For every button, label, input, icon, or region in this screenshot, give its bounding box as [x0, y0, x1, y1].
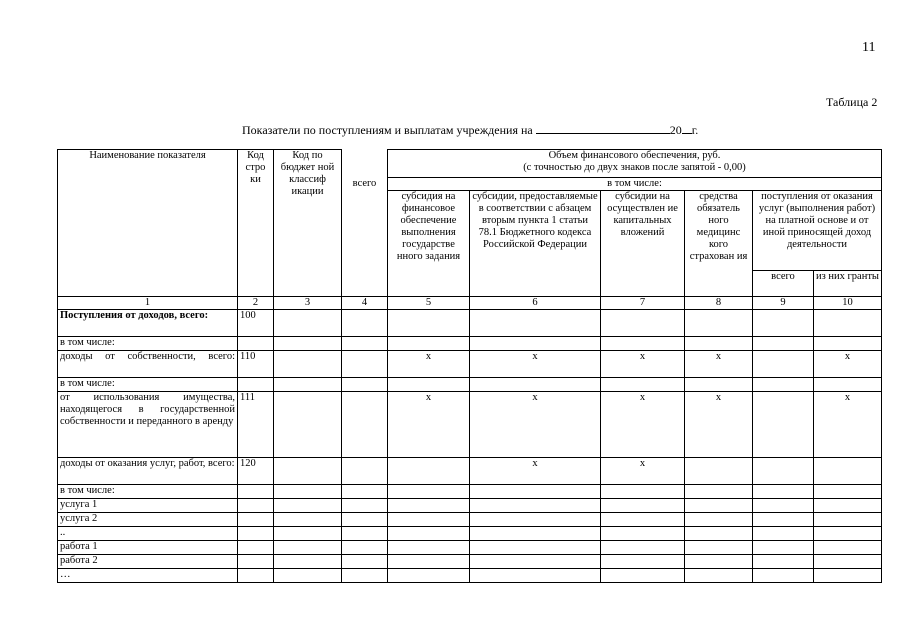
- title-text: Показатели по поступлениям и выплатам учреждения на: [242, 123, 533, 137]
- header-col6: субсидии, предоставляемые в соответствии с абзацем вторым пункта 1 статьи 78.1 Бюджетного кодекса Российской Федерации: [470, 191, 601, 297]
- row-mark: x: [814, 392, 882, 458]
- column-number: 3: [274, 297, 342, 310]
- row-name: услуга 1: [58, 499, 238, 513]
- header-col5: субсидия на финансовое обеспечение выполнения государстве нного задания: [388, 191, 470, 297]
- column-number: 4: [342, 297, 388, 310]
- row-name: Поступления от доходов, всего:: [58, 310, 238, 337]
- row-mark: x: [601, 392, 685, 458]
- row-mark: x: [601, 351, 685, 378]
- row-mark: x: [685, 351, 753, 378]
- column-number: 7: [601, 297, 685, 310]
- page-number: 11: [862, 40, 876, 55]
- row-mark: x: [685, 392, 753, 458]
- row-name: услуга 2: [58, 513, 238, 527]
- title-year: 20: [669, 123, 682, 137]
- row-mark: x: [388, 351, 470, 378]
- header-group-subtitle: (с точностью до двух знаков после запятой - 0,00): [523, 162, 746, 174]
- row-mark: x: [470, 392, 601, 458]
- row-code: 100: [238, 310, 274, 337]
- table-row: [58, 555, 882, 569]
- table-row: [58, 485, 882, 499]
- header-financing-group: [388, 150, 882, 178]
- indicators-table: [57, 149, 882, 583]
- row-code: 110: [238, 351, 274, 378]
- table-row: [58, 351, 882, 378]
- header-line-code: Код стро ки: [238, 150, 274, 297]
- row-name: в том числе:: [58, 378, 238, 392]
- header-col7: субсидии на осуществлен ие капитальных вложений: [601, 191, 685, 297]
- column-number: 2: [238, 297, 274, 310]
- header-col9: всего: [753, 271, 814, 297]
- column-number: 6: [470, 297, 601, 310]
- column-number: 1: [58, 297, 238, 310]
- header-group-title: Объем финансового обеспечения, руб.: [548, 150, 721, 161]
- header-including: в том числе:: [388, 178, 882, 191]
- row-name: в том числе:: [58, 485, 238, 499]
- column-number: 5: [388, 297, 470, 310]
- table-row: [58, 458, 882, 485]
- row-name: доходы от собственности, всего:: [58, 351, 238, 378]
- row-mark: x: [470, 458, 601, 485]
- row-mark: x: [388, 392, 470, 458]
- column-number: 9: [753, 297, 814, 310]
- row-code: 120: [238, 458, 274, 485]
- date-blank: [536, 123, 670, 134]
- row-name: работа 2: [58, 555, 238, 569]
- row-name: доходы от оказания услуг, работ, всего:: [58, 458, 238, 485]
- table-label: Таблица 2: [826, 95, 878, 109]
- table-row: [58, 513, 882, 527]
- column-number: 10: [814, 297, 882, 310]
- document-title: [242, 123, 698, 138]
- header-col8: средства обязатель ного медицинс кого страхован ия: [685, 191, 753, 297]
- row-name: ..: [58, 527, 238, 541]
- table-row: [58, 541, 882, 555]
- table-row: [58, 527, 882, 541]
- row-name: …: [58, 569, 238, 583]
- row-mark: x: [470, 351, 601, 378]
- table-row: [58, 569, 882, 583]
- year-blank: [682, 123, 692, 134]
- table-row: [58, 310, 882, 337]
- header-total: всего: [342, 150, 388, 297]
- row-name: от использования имущества, находящегося в государственной собственности и переданного в аренду: [58, 392, 238, 458]
- table-row: [58, 499, 882, 513]
- header-name: Наименование показателя: [58, 150, 238, 297]
- header-budget-code: Код по бюджет ной классиф икации: [274, 150, 342, 297]
- row-name: работа 1: [58, 541, 238, 555]
- row-mark: x: [814, 351, 882, 378]
- column-number: 8: [685, 297, 753, 310]
- row-code: 111: [238, 392, 274, 458]
- row-mark: x: [601, 458, 685, 485]
- title-year-suffix: г.: [691, 123, 699, 137]
- table-row: [58, 392, 882, 458]
- header-paid-services: поступления от оказания услуг (выполнения работ) на платной основе и от иной приносящей доход деятельности: [753, 191, 882, 271]
- table-row: [58, 337, 882, 351]
- row-name: в том числе:: [58, 337, 238, 351]
- table-row: [58, 378, 882, 392]
- header-col10: из них гранты: [814, 271, 882, 297]
